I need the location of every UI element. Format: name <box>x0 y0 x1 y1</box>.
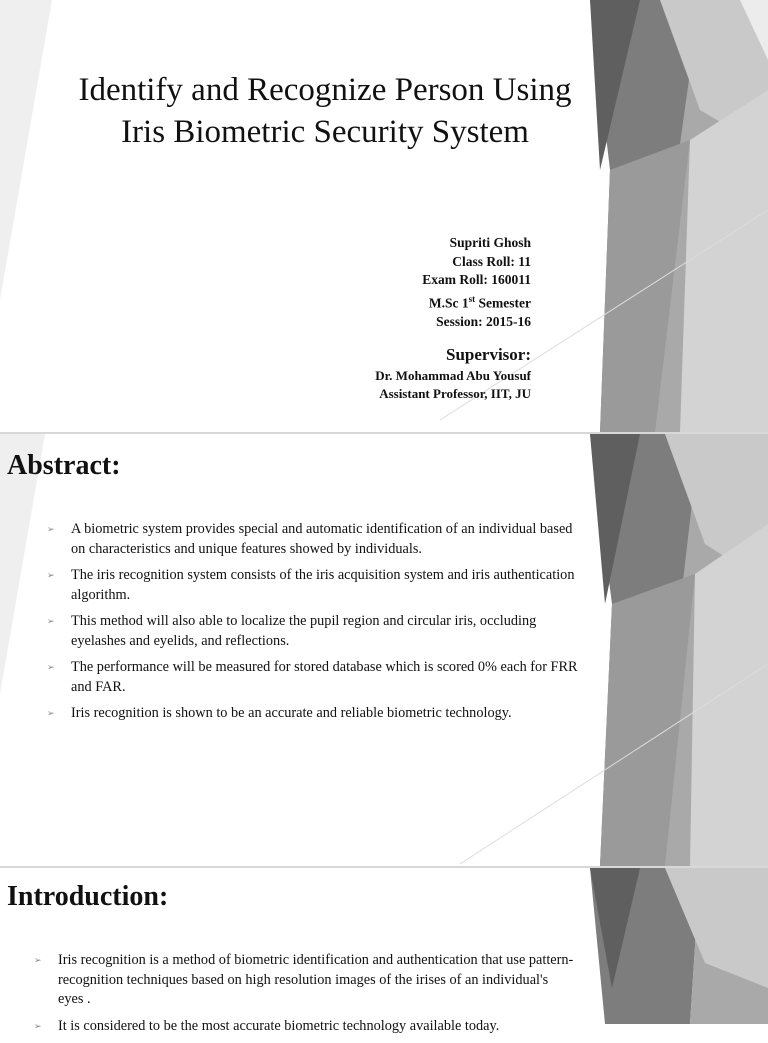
slide-abstract <box>0 434 768 866</box>
bullet-arrow-icon: ➢ <box>47 708 55 718</box>
bullet-arrow-icon: ➢ <box>34 1020 42 1031</box>
supervisor-name: Dr. Mohammad Abu Yousuf <box>375 368 531 383</box>
slide-introduction <box>0 868 768 1034</box>
title-line-1: Identify and Recognize Person Using <box>78 72 572 108</box>
semester: M.Sc 1st Semester <box>428 293 531 310</box>
list-item: ➢ The iris recognition system consists of the iris acquisition system and iris authentication algorithm. <box>47 567 575 603</box>
list-item: ➢ Iris recognition is a method of biometric identification and authentication that use pattern-recognition techniques based on high resolution images of the irises of an individual's eyes . <box>34 952 574 1007</box>
introduction-bullet-list <box>34 951 574 1043</box>
list-item: ➢ Iris recognition is shown to be an accurate and reliable biometric technology. <box>47 704 582 724</box>
class-roll: Class Roll: 11 <box>452 253 531 269</box>
supervisor-title: Assistant Professor, IIT, JU <box>379 386 531 401</box>
abstract-bullet-list <box>47 520 582 731</box>
list-item: ➢ A biometric system provides special and automatic identification of an individual based on characteristics and unique features showed by individuals. <box>47 521 573 557</box>
presentation-title <box>0 69 650 153</box>
author-name: Supriti Ghosh <box>449 235 531 250</box>
abstract-heading: Abstract: <box>7 450 121 481</box>
bullet-arrow-icon: ➢ <box>47 616 55 626</box>
author-info <box>422 234 531 331</box>
bullet-arrow-icon: ➢ <box>47 662 55 672</box>
title-line-2: Iris Biometric Security System <box>121 114 529 150</box>
list-item: ➢ It is considered to be the most accurate biometric technology available today. <box>34 1017 574 1037</box>
bullet-arrow-icon: ➢ <box>47 524 55 534</box>
session: Session: 2015-16 <box>436 313 531 329</box>
bullet-arrow-icon: ➢ <box>47 570 55 580</box>
supervisor-info <box>375 367 531 403</box>
introduction-heading: Introduction: <box>7 881 169 912</box>
exam-roll: Exam Roll: 160011 <box>422 272 531 287</box>
list-item: ➢ The performance will be measured for stored database which is scored 0% each for FRR and FAR. <box>47 659 578 695</box>
bullet-arrow-icon: ➢ <box>34 955 42 965</box>
list-item: ➢ This method will also able to localize the pupil region and circular iris, occluding eyelashes and eyelids, and reflections. <box>47 613 537 649</box>
slide-title <box>0 0 768 432</box>
supervisor-heading: Supervisor: <box>446 345 531 364</box>
